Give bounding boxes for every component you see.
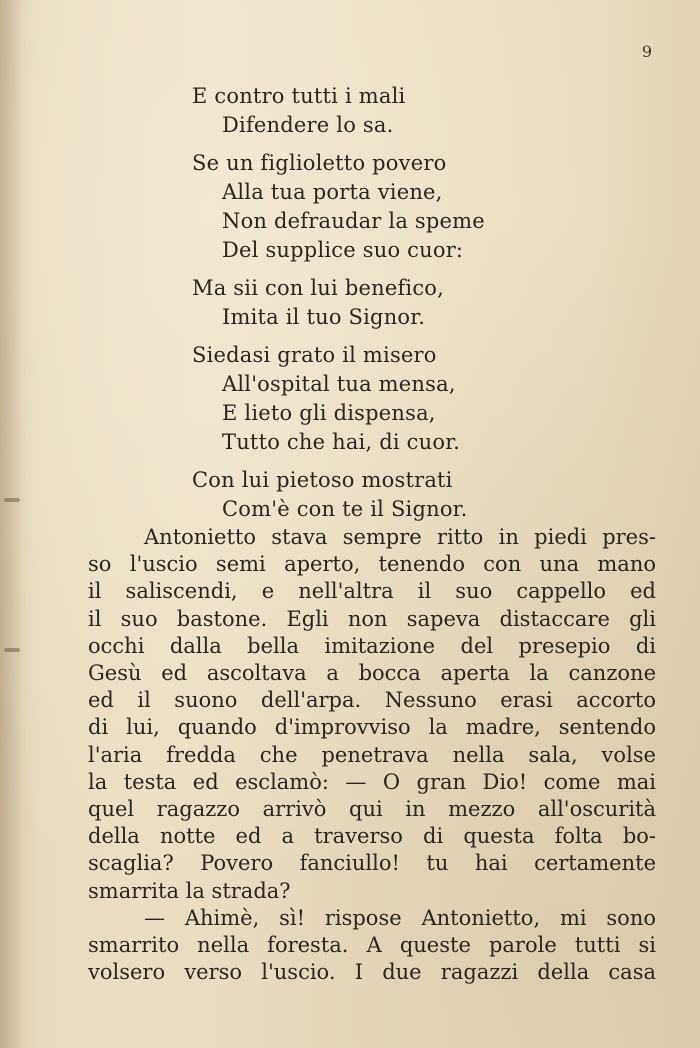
prose-line: smarrita la strada? (88, 878, 291, 903)
page-edge-mark (4, 498, 20, 502)
prose-line: — Ahimè, sì! rispose Antonietto, mi sono (144, 905, 656, 930)
poem-line: All'ospital tua mensa, (222, 372, 456, 396)
poem-line: Non defraudar la speme (222, 209, 485, 233)
prose-line: di lui, quando d'improvviso la madre, sentendo (88, 715, 656, 740)
poem-line: Ma sii con lui benefico, (192, 276, 445, 300)
poem-line: Siedasi grato il misero (192, 343, 437, 367)
poem-line: E lieto gli dispensa, (222, 401, 436, 425)
page-edge-mark (4, 648, 20, 652)
poem (192, 82, 612, 533)
poem-stanza (192, 466, 612, 524)
prose-line: ed il suono dell'arpa. Nessuno erasi accorto (88, 688, 656, 713)
poem-stanza (192, 274, 612, 332)
prose-line: l'aria fredda che penetrava nella sala, volse (88, 742, 656, 767)
poem-line: Com'è con te il Signor. (222, 497, 468, 521)
prose-line: Gesù ed ascoltava a bocca aperta la canzone (88, 661, 656, 686)
prose-line: so l'uscio semi aperto, tenendo con una mano (88, 552, 656, 577)
prose-line: occhi dalla bella imitazione del presepio di (88, 633, 656, 658)
prose-line: la testa ed esclamò: — O gran Dio! come mai (88, 769, 656, 794)
poem-line: Tutto che hai, di cuor. (222, 430, 460, 454)
prose-line: il suo bastone. Egli non sapeva distaccare gli (88, 606, 656, 631)
prose-line: scaglia? Povero fanciullo! tu hai certamente (88, 851, 656, 876)
prose-line: smarrito nella foresta. A queste parole tutti si (88, 933, 656, 958)
poem-line: Se un figlioletto povero (192, 151, 447, 175)
prose-text (88, 524, 656, 986)
poem-line: Difendere lo sa. (222, 113, 394, 137)
prose-line: Antonietto stava sempre ritto in piedi pres- (144, 525, 656, 549)
prose-line: il saliscendi, e nell'altra il suo cappello ed (88, 579, 656, 604)
prose-line: volsero verso l'uscio. I due ragazzi della casa (88, 960, 656, 985)
prose-line: quel ragazzo arrivò qui in mezzo all'oscurità (88, 797, 656, 822)
poem-line: Del supplice suo cuor: (222, 238, 464, 262)
page-binding-shadow (0, 0, 26, 1048)
poem-line: E contro tutti i mali (192, 84, 406, 108)
prose-line: della notte ed a traverso di questa folta bo- (88, 824, 656, 849)
poem-line: Alla tua porta viene, (222, 180, 443, 204)
poem-stanza (192, 82, 612, 140)
poem-line: Con lui pietoso mostrati (192, 468, 453, 492)
page-number: 9 (641, 42, 652, 61)
poem-line: Imita il tuo Signor. (222, 305, 426, 329)
poem-stanza (192, 341, 612, 457)
poem-stanza (192, 149, 612, 265)
